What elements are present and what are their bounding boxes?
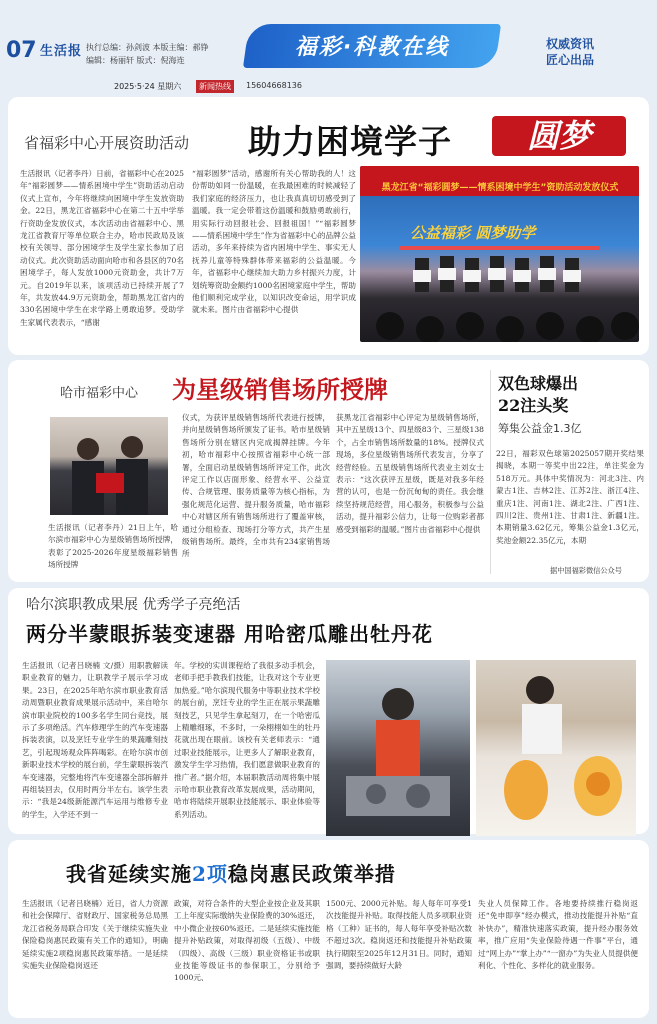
- melon-carving-illustration: [476, 660, 636, 836]
- credit-line-1: 执行总编：孙剑波 本版主编：郝铮: [86, 43, 209, 52]
- story2-headline: 为星级销售场所授牌: [172, 375, 388, 404]
- lottery-headline-line-2: 22注头奖: [498, 396, 569, 415]
- hotline-label: 新闻热线: [196, 80, 234, 93]
- gearbox-illustration: [326, 660, 470, 836]
- lottery-subtitle: 筹集公益金1.3亿: [498, 422, 582, 435]
- story1-headline-highlight: 圆梦: [492, 116, 626, 156]
- story1-photo-stage-text: 公益福彩 圆梦助学: [410, 224, 536, 242]
- story2-photo-illustration: [50, 417, 168, 515]
- lottery-headline-line-1: 双色球爆出: [498, 374, 579, 393]
- story1-photo-banner-text: 黑龙江省“福彩圆梦——情系困境中学生”资助活动发放仪式: [381, 183, 619, 193]
- issue-date: 2025·5·24 星期六: [114, 82, 182, 91]
- story2-column-2: 获黑龙江省福彩中心评定为星级销售场所，其中五星级13个、四星级83个、三星级138个，占全市销售场所数量的18%。授牌仪式现场，多位星级销售场所代表发言，分享了经营经验。五星级销售场所代表业主刘女士表示：“这次获评五星级，既是对我多年经营的认可，也是一份沉甸甸的责任。我会继续坚持规范经营，用心服务，积极参与公益活动，提升福彩公信力，让每一位购彩者都感受到福彩的温暖。”图片由省福彩中心提供: [336, 413, 484, 534]
- story4-headline: [66, 858, 396, 887]
- story4-column-4: 失业人员保障工作。各地要持续推行稳岗返还“免申即享”经办模式，推动技能提升补贴“直补快办”，精准快速落实政策，提升经办服务效率，推广应用“失业保险待遇一件事”平台，通过“网上办”“掌上办”“一窗办”为失业人员提供便利化、个性化、多样化的就业服务。: [478, 899, 638, 971]
- story3-headline: 两分半蒙眼拆装变速器 用哈密瓜雕出牡丹花: [26, 622, 433, 646]
- story1-kicker: 省福彩中心开展资助活动: [24, 134, 190, 152]
- story2-column-1: 仪式，为获评星级销售场所代表进行授牌，并向星级销售场所颁发了证书。哈市星级销售场所分别在辖区内完成揭牌挂牌。今年初，哈市福彩中心按照省福彩中心统一部署，全面启动星级销售场所评定工作，此次评定工作以店面形象、经营水平、公益宣传、合规管理、服务质量等为核心指标，为强化规范化运营、提升服务质量，哈市福彩中心对辖区所有销售场所进行了覆盖审核，通过分组检查、现场打分等方式，共产生星级销售场所。最终，全市共有234家销售场所: [182, 413, 330, 559]
- story4-column-2: 政策，对符合条件的大型企业按企业及其职工上年度实际缴纳失业保险费的30%返还，中小微企业按60%返还。二是延续实施技能提升补贴政策，对取得初级（五级）、中级（四级）、高级（三级）职业资格证书或职业技能等级证书的参保职工，分别给予1000元、: [174, 899, 320, 983]
- story3-photo-melon-carving: [476, 660, 636, 836]
- story2-kicker: 哈市福彩中心: [60, 386, 139, 401]
- hotline-number: 15604668136: [246, 81, 302, 90]
- story3-photo-gearbox: [326, 660, 470, 836]
- story1-headline: 助力困境学子: [248, 122, 452, 161]
- lottery-source: 据中国福彩微信公众号: [550, 566, 622, 575]
- story4-headline-number: 2项: [192, 862, 228, 886]
- section-title: 福彩·科教在线: [294, 35, 450, 60]
- story1-column-2: “福彩圆梦”活动，感谢所有关心帮助我的人！这份帮助如同一份温暖，在我最困难的时候减轻了我们家庭的经济压力，也让我真真切切感受到了温暖。我一定会带着这份温暖和鼓励勇敢前行，用实际行动回报社会、回报祖国！”“福彩圆梦——情系困境中学生”作为省福彩中心的品牌公益活动，多年来持续为省内困境中学生、事实无人抚养儿童等特殊群体带来福彩的公益温暖。今年，省福彩中心继续加大助力乡村振兴力度，计划统筹资助金额约1000名困境家庭中学生，帮助他们顺利完成学业，以知识改变命运，用学识成就未来。图片由省福彩中心提供: [192, 169, 356, 315]
- story1-column-1: 生活报讯（记者李丹）日前，省福彩中心在2025年“福彩圆梦——情系困境中学生”资助活动启动仪式上宣布，今年将继续向困境中学生发放资助金。22日，黑龙江省福彩中心在第二十五中学举行资助金发放仪式，本次活动由省福彩中心、黑龙江省教育厅等单位联合主办，哈市民政局及该校有关领导、部分困境学生及学生家长参加了启动仪式。此次资助活动面向哈市和各县区的70名困境学子，每人发放1000元资助金，共计7万元。自2019年以来，该项活动已持续开展了7年，共发放44.9万元资助金，帮助黑龙江省内的330名困境中学生在求学路上勇敢追梦。受助学生家属代表表示，“感谢: [20, 169, 184, 327]
- story4-column-1: 生活报讯（记者吕晓楠）近日，省人力资源和社会保障厅、省财政厅、国家税务总局黑龙江省税务局联合印发《关于继续实施失业保险稳岗惠民政策有关工作的通知》，明确延续实施2项稳岗惠民政策举措。一是延续实施失业保险稳岗返还: [22, 899, 168, 971]
- page-number: 07: [6, 38, 37, 63]
- slogan-line-2: 匠心出品: [546, 53, 595, 67]
- credit-line-2: 编辑：杨丽轩 版式：倪海连: [86, 56, 185, 65]
- newspaper-brand: 生活报: [40, 44, 83, 59]
- story3-kicker: 哈尔滨职教成果展 优秀学子亮绝活: [26, 597, 241, 613]
- lottery-headline: [498, 373, 648, 417]
- story4-headline-pre: 我省延续实施: [66, 862, 192, 886]
- lottery-body: 22日，福彩双色球第2025057期开奖结果揭晓，本期一等奖中出22注，单注奖金为518万元。具体中奖情况为：河北3注、内蒙古1注、吉林2注、江苏2注、浙江4注、重庆1注、河南1注、湖北2注、广西1注、四川2注、贵州1注、甘肃1注、新疆1注。本期销量3.62亿元，筹集公益金1.3亿元，奖池金额22.35亿元，本期: [496, 449, 644, 545]
- story3-column-2: 年。学校的实训课程给了我很多动手机会，老师手把手教我们技能，让我对这个专业更加热爱。”哈尔滨现代服务中等职业技术学校的展台前，烹饪专业的学生正在展示果蔬雕刻技艺，只见学生拿起刻刀，在一个哈密瓜上精雕细琢，不多时，一朵栩栩如生的牡丹花就出现在眼前。该校有关老师表示：“通过职业技能展示，让更多人了解职业教育，激发学生学习热情，我们愿意做职业教育的推广者。”据介绍，本届职教活动周将集中展示哈市职业教育改革发展成果，活动期间，哈市将陆续开展职业技能展示、职业体验等系列活动。: [174, 661, 320, 819]
- story2-photo: [50, 417, 168, 515]
- story2-photo-caption: 生活报讯（记者李丹）21日上午，哈尔滨市福彩中心为星级销售场所授牌，表彰了2025-2026年度星级福彩销售场所授牌: [48, 523, 178, 570]
- story4-column-3: 1500元、2000元补贴。每人每年可享受1次技能提升补贴。取得技能人员多项职业资格（工种）证书的，每人每年享受补贴次数不超过3次。稳岗返还和技能提升补贴政策执行期限至2025年12月31日。同时，通知强调，要持续做好大龄: [326, 899, 472, 971]
- story4-headline-post: 稳岗惠民政策举措: [227, 862, 396, 886]
- slogan-line-1: 权威资讯: [546, 37, 595, 51]
- slogan: [546, 36, 646, 68]
- story2-divider: [490, 370, 491, 574]
- story3-column-1: 生活报讯（记者吕晓楠 文/摄）用职教解读职业教育的魅力，让职教学子展示学习成果。23日，在2025年哈尔滨市职业教育活动周暨职业教育成果展示活动中，来自哈尔滨市职业院校的100多名学生同台竞技，展示了多项绝活。汽车修理学生的汽车变速器拆装表演，以及烹饪专业学生的果蔬雕刻技艺，引起现场观众阵阵喝彩。在哈尔滨市创新职业技术学校的展台前，学生蒙眼拆装汽车变速器，完整地将汽车变速器全部拆解并再组装回去，仅用时两分半左右。该学生表示：“我是24级新能源汽车运用与维修专业的学生，入学还不到一: [22, 661, 168, 819]
